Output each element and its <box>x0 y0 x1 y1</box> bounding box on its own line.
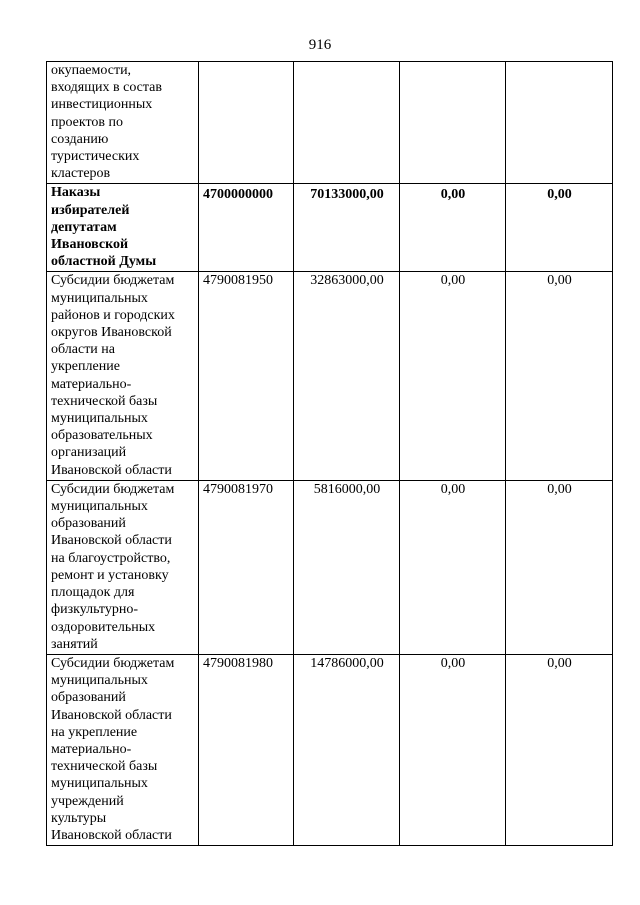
description-line: области на <box>51 342 116 358</box>
budget-table <box>46 61 613 846</box>
description-line: учреждений <box>51 793 124 809</box>
description-line: депутатам <box>51 219 117 235</box>
description-line: на благоустройство, <box>51 550 171 566</box>
table-row <box>47 272 613 480</box>
row-value-2 <box>400 62 506 184</box>
description-line: образований <box>51 690 126 706</box>
row-value-2: 0,00 <box>400 184 506 272</box>
description-line: округов Ивановской <box>51 325 172 341</box>
description-line: инвестиционных <box>51 97 153 113</box>
row-description <box>47 654 199 845</box>
description-line: Наказы <box>51 185 101 201</box>
row-sum: 32863000,00 <box>294 272 400 480</box>
description-line: Ивановской области <box>51 533 172 549</box>
row-code: 4790081970 <box>199 480 294 654</box>
description-line: укрепление <box>51 359 120 375</box>
row-sum: 14786000,00 <box>294 654 400 845</box>
row-description <box>47 480 199 654</box>
row-code: 4700000000 <box>199 184 294 272</box>
row-value-3 <box>506 62 613 184</box>
description-line: районов и городских <box>51 307 175 323</box>
description-line: технической базы <box>51 759 158 775</box>
description-line: входящих в состав <box>51 80 163 96</box>
row-code: 4790081980 <box>199 654 294 845</box>
row-value-2: 0,00 <box>400 272 506 480</box>
row-value-2: 0,00 <box>400 654 506 845</box>
description-line: материально- <box>51 376 132 392</box>
description-line: окупаемости, <box>51 63 132 78</box>
description-line: Ивановской области <box>51 827 172 843</box>
description-line: технической базы <box>51 393 158 409</box>
row-description <box>47 184 199 272</box>
row-value-3: 0,00 <box>506 654 613 845</box>
description-line: муниципальных <box>51 776 148 792</box>
description-line: культуры <box>51 810 107 826</box>
row-value-3: 0,00 <box>506 480 613 654</box>
description-line: на укрепление <box>51 724 138 740</box>
row-description <box>47 272 199 480</box>
description-line: муниципальных <box>51 499 148 515</box>
description-line: физкультурно- <box>51 602 139 618</box>
description-line: областной Думы <box>51 254 157 270</box>
row-code: 4790081950 <box>199 272 294 480</box>
description-line: муниципальных <box>51 290 148 306</box>
row-value-3: 0,00 <box>506 184 613 272</box>
table-row <box>47 184 613 272</box>
description-line: материально- <box>51 741 132 757</box>
row-sum: 70133000,00 <box>294 184 400 272</box>
row-value-3: 0,00 <box>506 272 613 480</box>
row-sum <box>294 62 400 184</box>
description-line: Субсидии бюджетам <box>51 273 175 289</box>
description-line: проектов по <box>51 114 124 130</box>
row-sum: 5816000,00 <box>294 480 400 654</box>
row-code <box>199 62 294 184</box>
description-line: Субсидии бюджетам <box>51 655 175 671</box>
row-value-2: 0,00 <box>400 480 506 654</box>
description-line: туристических <box>51 149 140 165</box>
description-line: организаций <box>51 445 127 461</box>
description-line: созданию <box>51 131 109 147</box>
description-line: площадок для <box>51 585 135 601</box>
description-line: Ивановской <box>51 237 129 253</box>
table-row <box>47 480 613 654</box>
description-line: избирателей <box>51 202 130 218</box>
description-line: муниципальных <box>51 411 148 427</box>
description-line: оздоровительных <box>51 619 156 635</box>
description-line: муниципальных <box>51 673 148 689</box>
description-line: образований <box>51 516 126 532</box>
row-description <box>47 62 199 184</box>
table-row <box>47 654 613 845</box>
description-line: занятий <box>51 636 98 652</box>
description-line: образовательных <box>51 428 153 444</box>
table-body <box>47 62 613 846</box>
page-number: 916 <box>308 37 332 53</box>
description-line: Ивановской области <box>51 462 172 478</box>
description-line: ремонт и установку <box>51 567 169 583</box>
table-row <box>47 62 613 184</box>
description-line: кластеров <box>51 166 111 182</box>
description-line: Субсидии бюджетам <box>51 481 175 497</box>
description-line: Ивановской области <box>51 707 172 723</box>
